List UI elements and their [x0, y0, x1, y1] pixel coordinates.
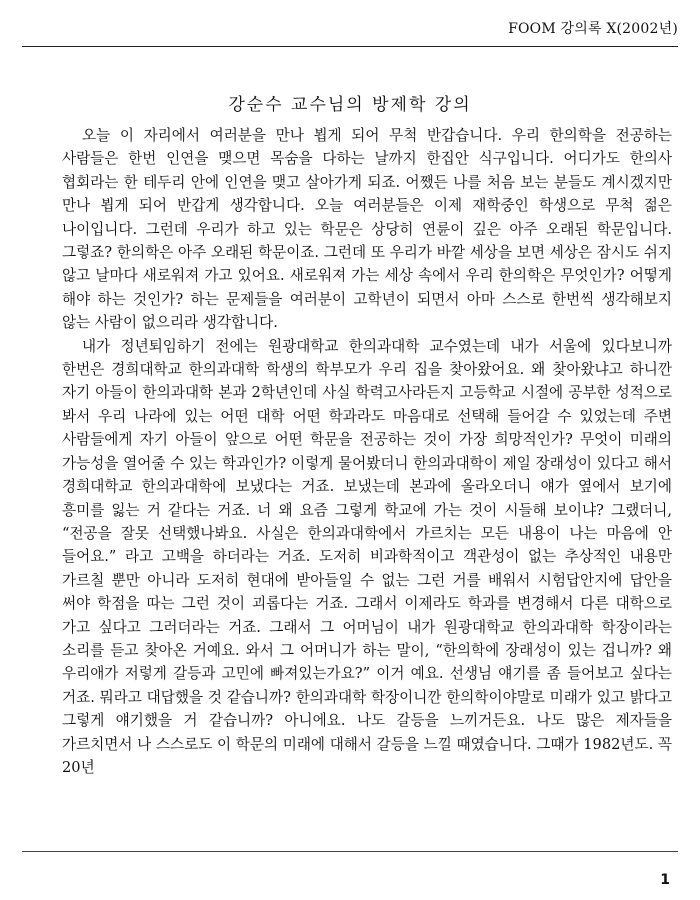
- page-number: 1: [660, 872, 670, 888]
- running-header: FOOM 강의록 X(2002년): [508, 21, 678, 37]
- paragraph-2: 내가 정년퇴임하기 전에는 원광대학교 한의과대학 교수였는데 내가 서울에 있다보니까 한번은 경희대학교 한의과대학 학생의 학부모가 우리 집을 찾아왔어요. 왜 찾아왔냐고 하니깐 자기 아들이 한의과대학 본과 2학년인데 사실 학력고사라든지 고등학교 시절에 공부한 성적으로 봐서 우리 나라에 있는 어떤 대학 어떤 학과라도 마음대로 선택해 들어갈 수 있었는데 주변 사람들에게 자기 아들이 앞으로 어떤 학문을 전공하는 것이 가장 희망적인가? 무엇이 미래의 가능성을 열어줄 수 있는 학과인가? 이렇게 물어봤더니 한의과대학이 제일 장래성이 있다고 해서 경희대학교 한의과대학에 보냈다는 거죠. 보냈는데 본과에 올라오더니 얘가 옆에서 보기에 흥미를 잃는 거 같다는 거죠. 너 왜 요즘 그렇게 학교에 가는 것이 시들해 보이냐? 그랬더니, “전공을 잘못 선택했나봐요. 사실은 한의과대학에서 가르치는 모든 내용이 나는 마음에 안 들어요.” 라고 고백을 하더라는 거죠. 도저히 비과학적이고 객관성이 없는 추상적인 내용만 가르칠 뿐만 아니라 도저히 현대에 받아들일 수 없는 그런 거를 배워서 시험답안지에 답안을 써야 학점을 따는 그런 것이 괴롭다는 거죠. 그래서 이제라도 학과를 변경해서 다른 대학으로 가고 싶다고 그러더라는 거죠. 그래서 그 어머님이 내가 원광대학교 한의과대학 학장이라는 소리를 듣고 찾아온 거예요. 와서 그 어머니가 하는 말이, “한의학에 장래성이 있는 겁니까? 왜 우리애가 저렇게 갈등과 고민에 빠져있는가요?” 이거 예요. 선생님 얘기를 좀 들어보고 싶다는 거죠. 뭐라고 대답했을 것 같습니까? 한의과대학 학장이니깐 한의학이야말로 미래가 있고 밝다고 그렇게 얘기했을 거 같습니까? 아니에요. 나도 갈등을 느끼거든요. 나도 많은 제자들을 가르치면서 나 스스로도 이 학문의 미래에 대해서 갈등을 느낄 때였습니다. 그때가 1982년도. 꼭 20년: [62, 337, 672, 776]
- footer-divider: [22, 851, 678, 852]
- lecture-body: [62, 124, 672, 779]
- paragraph-1: 오늘 이 자리에서 여러분을 만나 뵙게 되어 무척 반갑습니다. 우리 한의학을 전공하는 사람들은 한번 인연을 맺으면 목숨을 다하는 날까지 한집안 식구입니다. 어디가도 한의사 협회라는 한 테두리 안에 인연을 맺고 살아가게 되죠. 어쨌든 나를 처음 보는 분들도 계시겠지만 만나 뵙게 되어 반갑게 생각합니다. 오늘 여러분들은 이제 재학중인 학생으로 무척 젊은 나이입니다. 그런데 우리가 하고 있는 학문은 상당히 연륜이 깊은 아주 오래된 학문입니다. 그렇죠? 한의학은 아주 오래된 학문이죠. 그런데 또 우리가 바깥 세상을 보면 세상은 잠시도 쉬지 않고 날마다 새로워져 가고 있어요. 새로워져 가는 세상 속에서 우리 한의학은 무엇인가? 어떻게 해야 하는 것인가? 하는 문제들을 여러분이 고학년이 되면서 아마 스스로 한번씩 생각해보지 않는 사람이 없으리라 생각합니다.: [62, 127, 672, 332]
- header-divider: [22, 46, 678, 47]
- lecture-title: 강순수 교수님의 방제학 강의: [228, 95, 472, 115]
